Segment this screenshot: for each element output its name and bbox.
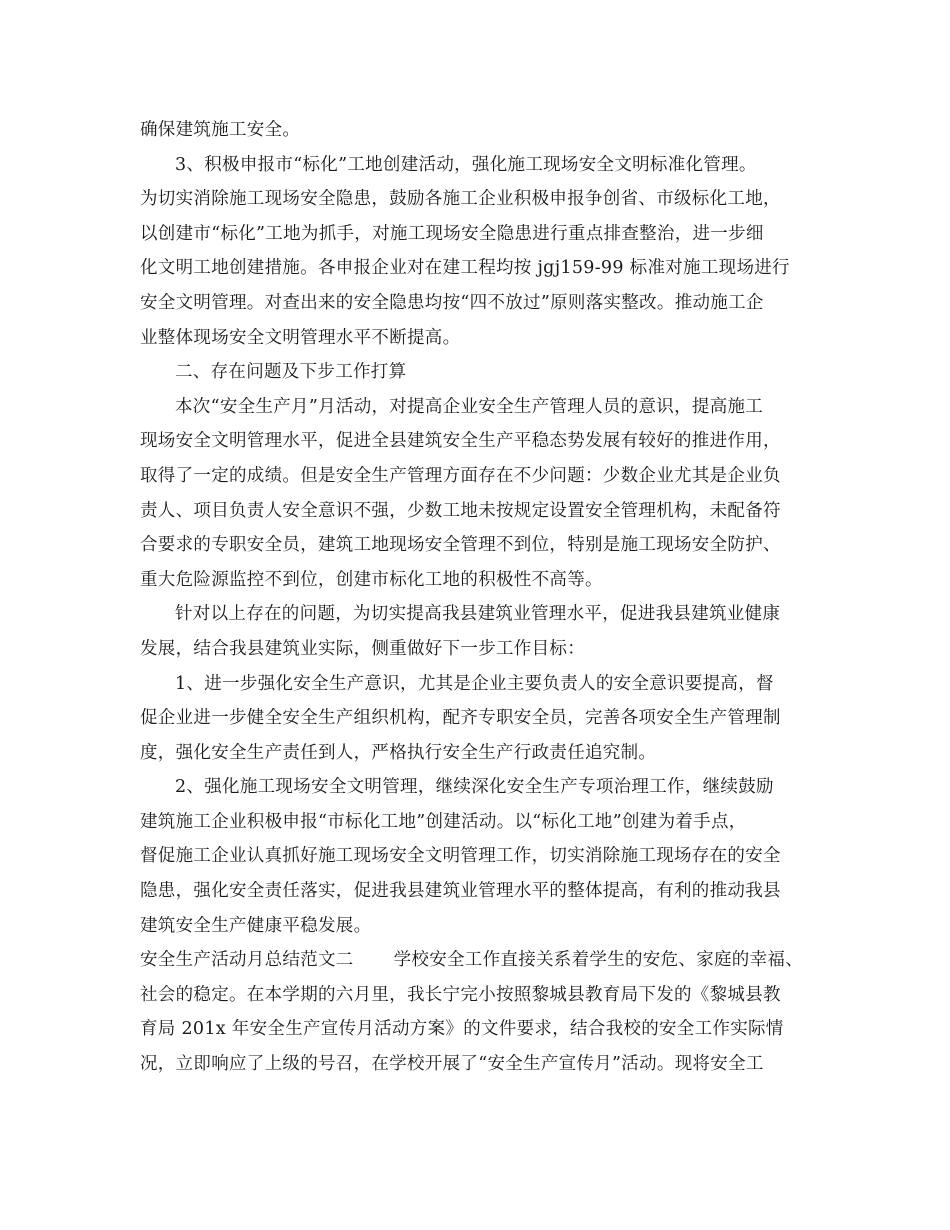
text-line: 2、强化施工现场安全文明管理，继续深化安全生产专项治理工作，继续鼓励	[175, 777, 774, 798]
text-line: 为切实消除施工现场安全隐患，鼓励各施工企业积极申报争创省、市级标化工地，	[140, 189, 781, 210]
section-heading: 二、存在问题及下步工作打算	[175, 362, 407, 383]
text-line: 安全文明管理。对查出来的安全隐患均按“四不放过”原则落实整改。推动施工企	[140, 292, 764, 313]
text-line: 业整体现场安全文明管理水平不断提高。	[140, 327, 461, 348]
section-title-line	[140, 943, 820, 978]
text-line: 1、进一步强化安全生产意识，尤其是企业主要负责人的安全意识要提高，督	[175, 673, 774, 694]
text-line: 责人、项目负责人安全意识不强，少数工地未按规定设置安全管理机构，未配备符	[140, 500, 781, 521]
document-body	[140, 113, 820, 1082]
section-title: 安全生产活动月总结范文二	[140, 950, 354, 971]
text-line: 确保建筑施工安全。	[140, 120, 301, 140]
text-line: 合要求的专职安全员，建筑工地现场安全管理不到位，特别是施工现场安全防护、	[140, 535, 781, 556]
text-line: 化文明工地创建措施。各申报企业对在建工程均按 jgj159-99 标准对施工现场进行	[140, 258, 790, 279]
text-line: 重大危险源监控不到位，创建市标化工地的积极性不高等。	[140, 569, 603, 590]
text-line: 以创建市“标化”工地为抓手，对施工现场安全隐患进行重点排查整治，进一步细	[140, 223, 764, 244]
text-line: 督促施工企业认真抓好施工现场安全文明管理工作，切实消除施工现场存在的安全	[140, 846, 781, 867]
section-first-line: 学校安全工作直接关系着学生的安危、家庭的幸福、	[393, 950, 804, 971]
text-line: 发展，结合我县建筑业实际，侧重做好下一步工作目标：	[140, 638, 585, 659]
text-line: 促企业进一步健全安全生产组织机构，配齐专职安全员，完善各项安全生产管理制	[140, 708, 781, 729]
text-line: 针对以上存在的问题，为切实提高我县建筑业管理水平，促进我县建筑业健康	[175, 604, 781, 625]
text-line: 本次“安全生产月”月活动，对提高企业安全生产管理人员的意识，提高施工	[175, 396, 764, 417]
text-line: 建筑施工企业积极申报“市标化工地”创建活动。以“标化工地”创建为着手点，	[140, 811, 747, 832]
text-line: 建筑安全生产健康平稳发展。	[140, 915, 372, 936]
text-line: 3、积极申报市“标化”工地创建活动，强化施工现场安全文明标准化管理。	[175, 154, 757, 175]
text-line: 况，立即响应了上级的号召，在学校开展了“安全生产宣传月”活动。现将安全工	[140, 1054, 764, 1075]
text-line: 现场安全文明管理水平，促进全县建筑安全生产平稳态势发展有较好的推进作用，	[140, 431, 781, 452]
text-line: 育局 201x 年安全生产宣传月活动方案》的文件要求，结合我校的安全工作实际情	[140, 1019, 784, 1040]
text-line: 取得了一定的成绩。但是安全生产管理方面存在不少问题：少数企业尤其是企业负	[140, 465, 781, 486]
text-line: 社会的稳定。在本学期的六月里，我长宁完小按照黎城县教育局下发的《黎城县教	[140, 984, 781, 1005]
text-line: 度，强化安全生产责任到人，严格执行安全生产行政责任追究制。	[140, 742, 657, 763]
text-line: 隐患，强化安全责任落实，促进我县建筑业管理水平的整体提高，有利的推动我县	[140, 881, 781, 902]
